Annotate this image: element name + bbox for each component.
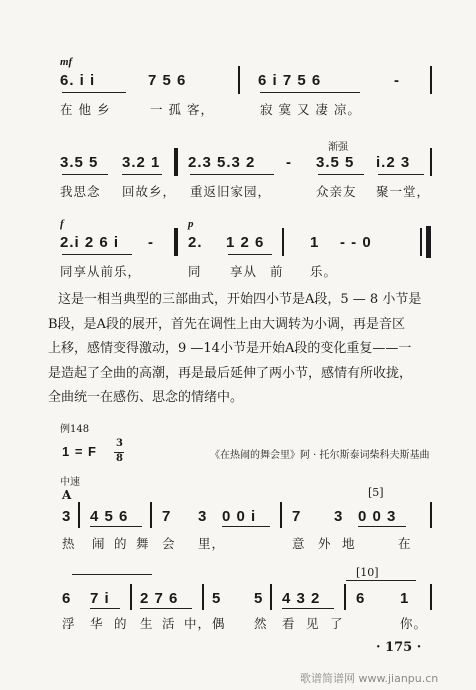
lyrics-s2-b: 回故乡， bbox=[122, 184, 177, 199]
ex-notes-m3: 7 bbox=[162, 508, 172, 525]
notes-s2-m5: 3.5 5 bbox=[316, 154, 355, 171]
ex2-lyric: 浮 bbox=[62, 616, 76, 631]
beam-line bbox=[62, 254, 132, 255]
paragraph-line: B段，是A段的展开，首先在调性上由大调转为小调，再是音区 bbox=[48, 316, 405, 332]
double-barline bbox=[174, 148, 178, 176]
ex-lyric: 舞 bbox=[136, 536, 150, 551]
dynamic-mf: mf bbox=[60, 56, 73, 68]
lyrics-s1-a: 在 他 乡 bbox=[60, 102, 111, 117]
ex2-lyric: 了 bbox=[330, 616, 344, 631]
slur-line bbox=[72, 574, 152, 575]
notes-s2-m6: i.2 3 bbox=[376, 154, 411, 171]
notes-s2-m1: 3.5 5 bbox=[60, 154, 99, 171]
ex2-notes-m5: 5 bbox=[254, 590, 264, 607]
time-signature-bottom: 8 bbox=[116, 453, 123, 464]
notes-s3-m1: 2.i 2 6 i bbox=[60, 234, 120, 251]
beam-line bbox=[140, 608, 192, 609]
ex2-lyric: 华 bbox=[90, 616, 104, 631]
lyrics-s1-c: 寂 寞 又 凄 凉。 bbox=[260, 102, 361, 117]
ex2-lyric: 然 bbox=[254, 616, 268, 631]
barline bbox=[78, 502, 80, 528]
watermark: 歌谱简谱网 www.jianpu.cn bbox=[300, 672, 439, 685]
ex2-lyric: 的 bbox=[114, 616, 128, 631]
lyrics-s3-c: 享从 bbox=[230, 264, 258, 279]
ex2-notes-m6: 4 3 2 bbox=[282, 590, 321, 607]
ex2-lyric: 活 bbox=[162, 616, 176, 631]
ex2-lyric: 见 bbox=[306, 616, 320, 631]
tempo-mark: 渐强 bbox=[328, 142, 348, 153]
lyrics-s3-b: 同 bbox=[188, 264, 202, 279]
measure-number-5: [5] bbox=[368, 486, 384, 499]
ex2-lyric: 你。 bbox=[400, 616, 428, 631]
notes-s2-m2: 3.2 1 bbox=[122, 154, 161, 171]
lyrics-s3-a: 同享从前乐， bbox=[60, 264, 142, 279]
barline bbox=[202, 584, 204, 610]
dynamic-f: f bbox=[60, 218, 64, 230]
ex-notes-m1: 3 bbox=[62, 508, 72, 525]
barline bbox=[430, 66, 432, 94]
barline bbox=[282, 228, 284, 256]
beam-line bbox=[282, 608, 334, 609]
barline bbox=[430, 502, 432, 528]
lyrics-s2-a: 我思念 bbox=[60, 184, 101, 199]
beam-line bbox=[228, 254, 272, 255]
ex2-notes-m4: 5 bbox=[212, 590, 222, 607]
notes-s3-m3: 2. bbox=[188, 234, 203, 251]
lyrics-s3-e: 乐。 bbox=[310, 264, 338, 279]
lyrics-s3-d: 前 bbox=[270, 264, 284, 279]
ex-lyric: 会 bbox=[162, 536, 176, 551]
example-label: 例148 bbox=[60, 424, 90, 435]
key-signature: 1 = F bbox=[62, 444, 97, 459]
beam-line bbox=[62, 92, 126, 93]
lyrics-s1-b: 一 孤 客， bbox=[150, 102, 214, 117]
beam-line bbox=[62, 174, 108, 175]
slur-line bbox=[346, 580, 416, 581]
beam-line bbox=[260, 92, 360, 93]
ex-notes-m2: 4 5 6 bbox=[90, 508, 129, 525]
ex-lyric: 闹 bbox=[92, 536, 106, 551]
barline bbox=[280, 502, 282, 528]
paragraph-line: 上移，感情变得激动，9 —14小节是开始A段的变化重复——一 bbox=[48, 341, 412, 357]
ex-notes-m4: 3 bbox=[198, 508, 208, 525]
ex-lyric: 在 bbox=[398, 536, 412, 551]
barline bbox=[430, 584, 432, 610]
notes-s3-m4: 1 2 6 bbox=[226, 234, 265, 251]
ex-notes-m8: 0 0 3 bbox=[358, 508, 397, 525]
beam-line bbox=[378, 174, 424, 175]
barline bbox=[270, 584, 272, 610]
ex-notes-m6: 7 bbox=[292, 508, 302, 525]
lyrics-s2-d: 众亲友 bbox=[316, 184, 357, 199]
ex2-lyric: 偶 bbox=[212, 616, 226, 631]
notes-s3-m2: - bbox=[148, 234, 154, 251]
ex2-notes-m7: 6 bbox=[356, 590, 366, 607]
tempo-text: 中速 bbox=[60, 477, 80, 488]
final-barline-thick bbox=[426, 226, 431, 258]
analysis-paragraph bbox=[48, 288, 448, 411]
barline bbox=[130, 584, 132, 610]
notes-s2-m3: 2.3 5.3 2 bbox=[188, 154, 256, 171]
barline bbox=[344, 584, 346, 610]
paragraph-line: 这是一相当典型的三部曲式，开始四小节是A段，5 — 8 小节是 bbox=[58, 292, 422, 307]
notes-s1-m2: 7 5 6 bbox=[148, 72, 187, 89]
notes-s2-m4: - bbox=[286, 154, 292, 171]
section-label: A bbox=[62, 488, 72, 502]
source-credit: 《在热闹的舞会里》阿 · 托尔斯泰词柴科夫斯基曲 bbox=[210, 450, 430, 461]
page-number: · 175 · bbox=[376, 640, 422, 655]
ex-notes-m7: 3 bbox=[334, 508, 344, 525]
ex2-notes-m8: 1 bbox=[400, 590, 410, 607]
ex-lyric: 地 bbox=[342, 536, 356, 551]
ex-notes-m5: 0 0 i bbox=[222, 508, 257, 525]
ex2-notes-m2: 7 i bbox=[90, 590, 110, 607]
barline bbox=[238, 66, 240, 94]
time-signature-top: 3 bbox=[116, 438, 123, 449]
paragraph-line: 全曲统一在感伤、思念的情绪中。 bbox=[48, 390, 244, 406]
lyrics-s2-c: 重返旧家园， bbox=[190, 184, 272, 199]
barline bbox=[150, 502, 152, 528]
ex-lyric: 里， bbox=[198, 536, 226, 551]
beam-line bbox=[318, 174, 364, 175]
ex2-lyric: 中， bbox=[184, 616, 212, 631]
double-barline bbox=[174, 228, 178, 256]
measure-number-10: [10] bbox=[356, 566, 379, 579]
beam-line bbox=[90, 526, 142, 527]
ex2-lyric: 生 bbox=[140, 616, 154, 631]
beam-line bbox=[358, 526, 406, 527]
notes-s3-m5: 1 bbox=[310, 234, 320, 251]
ex2-lyric: 看 bbox=[282, 616, 296, 631]
beam-line bbox=[190, 174, 274, 175]
beam-line bbox=[90, 608, 120, 609]
notes-s1-m4: - bbox=[394, 72, 400, 89]
beam-line bbox=[222, 526, 270, 527]
notes-s1-m3: 6 i 7 5 6 bbox=[258, 72, 322, 89]
paragraph-line: 是造起了全曲的高潮，再是最后延伸了两小节，感情有所收拢， bbox=[48, 365, 413, 381]
barline bbox=[430, 148, 432, 176]
ex-lyric: 外 bbox=[318, 536, 332, 551]
ex-lyric: 热 bbox=[62, 536, 76, 551]
dynamic-p: p bbox=[188, 218, 194, 230]
ex-lyric: 的 bbox=[114, 536, 128, 551]
lyrics-s2-e: 聚一堂， bbox=[376, 184, 431, 199]
notes-s3-m6: - - 0 bbox=[340, 234, 372, 251]
beam-line bbox=[122, 174, 162, 175]
notes-s1-m1: 6. i i bbox=[60, 72, 96, 89]
ex2-notes-m3: 2 7 6 bbox=[140, 590, 179, 607]
ex-lyric: 意 bbox=[292, 536, 306, 551]
ex2-notes-m1: 6 bbox=[62, 590, 72, 607]
final-barline-thin bbox=[420, 228, 422, 256]
